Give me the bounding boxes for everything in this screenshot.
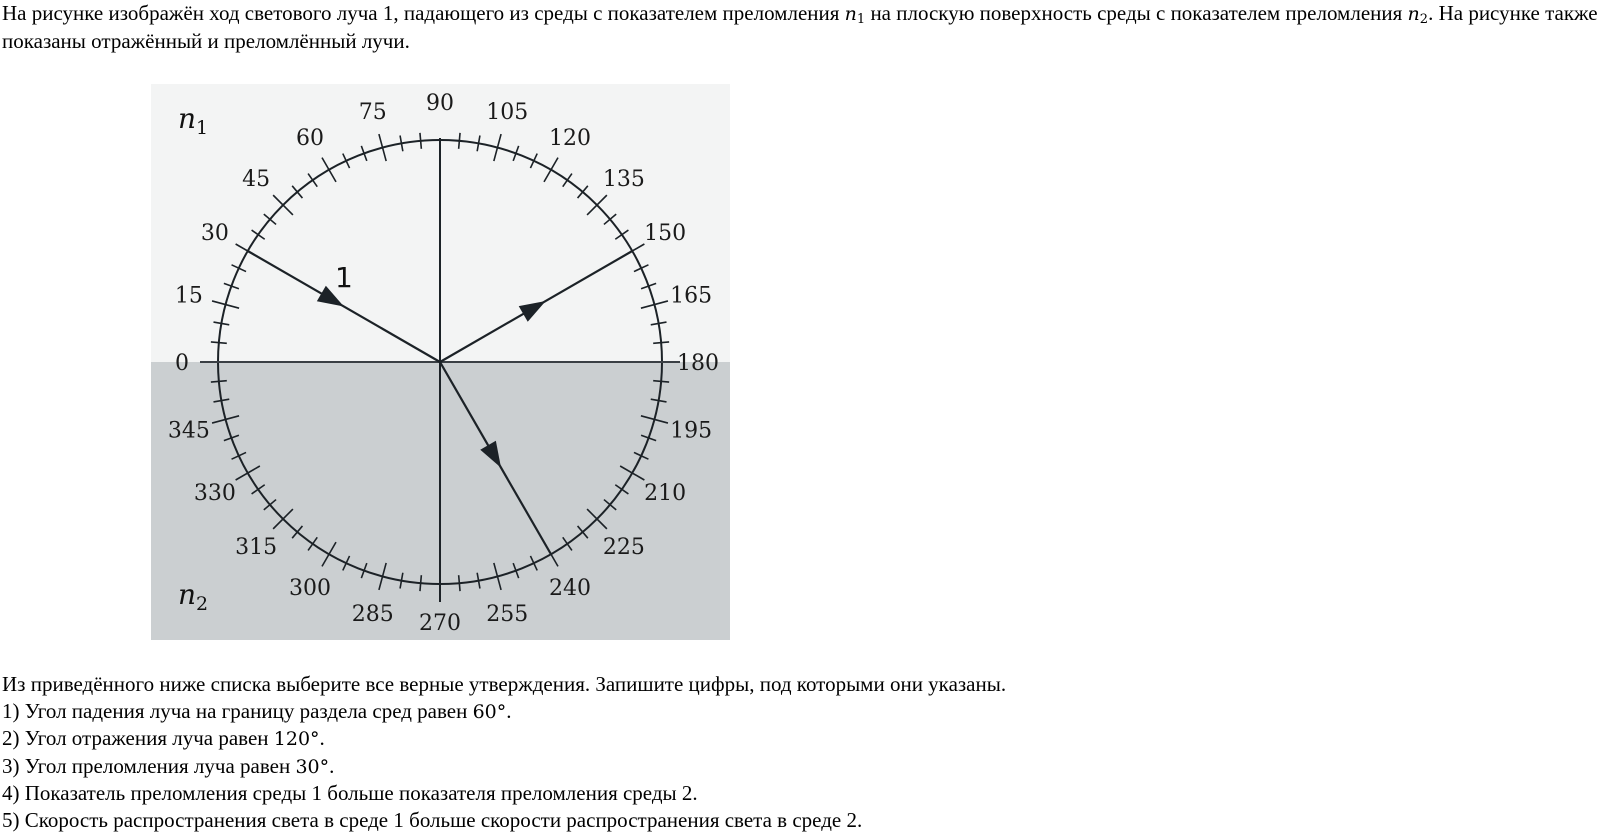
scale-label-345: 345 [168,418,210,443]
scale-label-300: 300 [289,576,331,601]
scale-label-225: 225 [603,535,645,560]
option-5: 5) Скорость распространения света в среде 1 больше скорости распространения света в среде 2. [2,807,1006,833]
scale-label-120: 120 [549,126,591,151]
scale-label-315: 315 [235,535,277,560]
scale-label-285: 285 [352,602,394,627]
medium-label-n1: $n_1$ [178,102,208,139]
n1-symbol: $n_1$ [845,3,866,25]
scale-label-165: 165 [670,284,712,309]
statement-text-3: . На рисунке также показаны отражённый и преломлённый лучи. [2,1,1598,53]
option-3: 3) Угол преломления луча равен 30°. [2,753,1006,781]
scale-label-240: 240 [549,576,591,601]
option-2: 2) Угол отражения луча равен 120°. [2,725,1006,753]
scale-label-330: 330 [194,481,236,506]
option-1: 1) Угол падения луча на границу раздела сред равен 60°. [2,698,1006,726]
scale-label-90: 90 [426,91,454,116]
scale-label-45: 45 [242,167,270,192]
scale-label-180: 180 [677,351,719,376]
scale-label-15: 15 [175,284,203,309]
scale-label-150: 150 [644,221,686,246]
ray-1-label: 1 [335,261,353,294]
scale-label-105: 105 [486,100,528,125]
option-4: 4) Показатель преломления среды 1 больше показателя преломления среды 2. [2,780,1006,807]
scale-label-0: 0 [175,351,189,376]
statement-text-2: на плоскую поверхность среды с показателем преломления [865,1,1407,25]
statement-text-1: На рисунке изображён ход светового луча 1, падающего из среды с показателем преломления [2,1,845,25]
scale-label-270: 270 [419,611,461,636]
scale-label-30: 30 [201,221,229,246]
medium-label-n2: $n_2$ [178,578,208,615]
scale-label-75: 75 [359,100,387,125]
scale-label-60: 60 [296,126,324,151]
scale-label-195: 195 [670,418,712,443]
scale-label-135: 135 [603,167,645,192]
question-prompt: Из приведённого ниже списка выберите все верные утверждения. Запишите цифры, под которыми они указаны. [2,671,1006,698]
scale-label-255: 255 [486,602,528,627]
answer-options [2,671,1006,833]
scale-label-210: 210 [644,481,686,506]
n2-symbol: $n_2$ [1408,3,1429,25]
